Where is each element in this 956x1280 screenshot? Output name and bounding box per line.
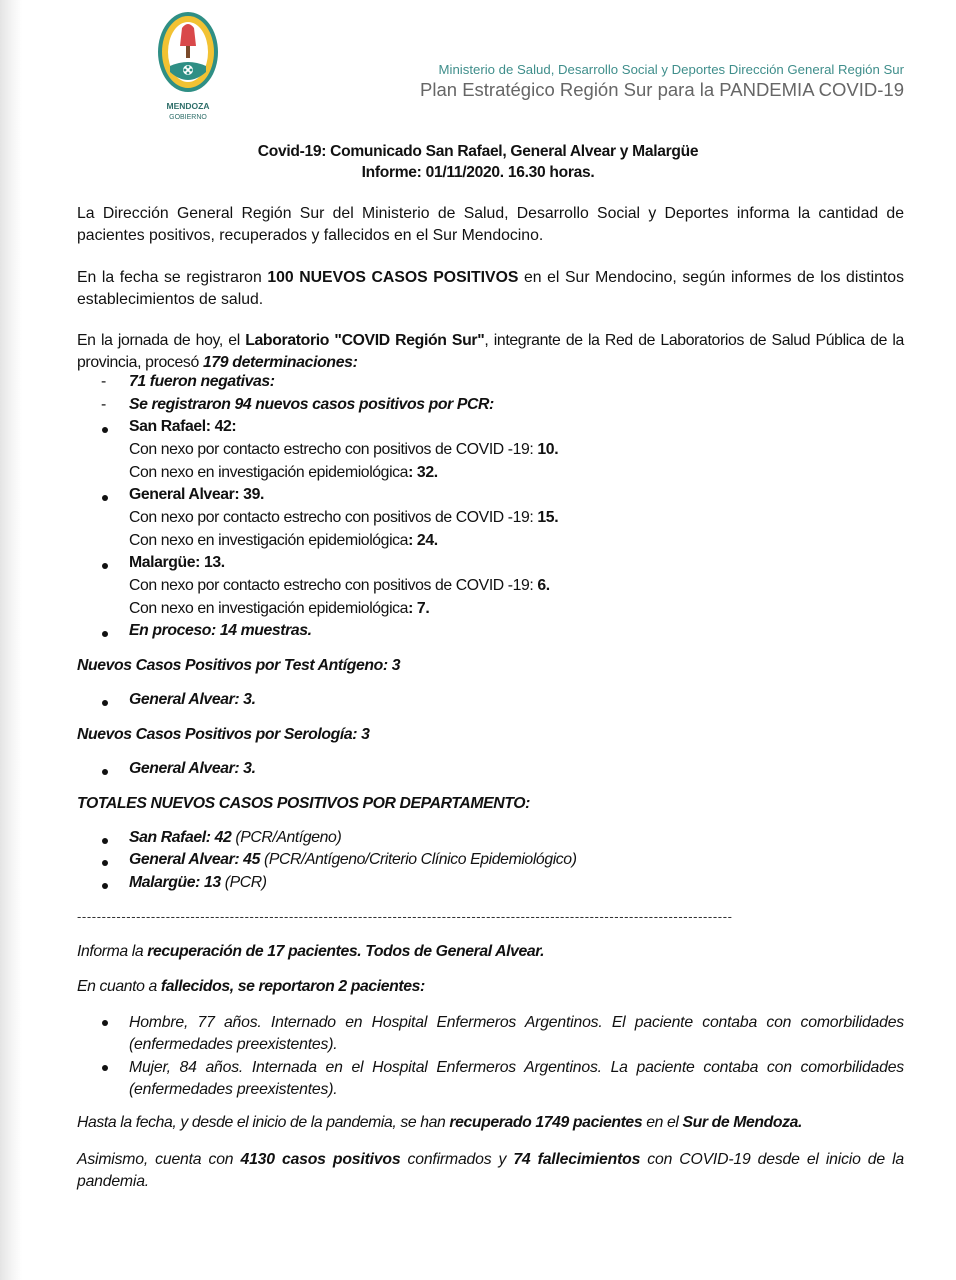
logo-text-mendoza: MENDOZA xyxy=(166,101,210,111)
serology-item: General Alvear: 3. xyxy=(129,760,256,777)
in-process-line: En proceso: 14 muestras. xyxy=(129,622,312,639)
recovery-line: Informa la recuperación de 17 pacientes. Todos de General Alvear. xyxy=(77,943,545,960)
bullet xyxy=(102,631,108,637)
deaths-heading: En cuanto a fallecidos, se reportaron 2 pacientes: xyxy=(77,978,425,995)
malargue-title: Malargüe: 13. xyxy=(129,554,225,571)
san-rafael-investigation: Con nexo en investigación epidemiológica: 32. xyxy=(129,464,438,481)
death-item-1: Hombre, 77 años. Internado en Hospital Enfermeros Argentinos. El paciente contaba con comorbilidades (enfermedades preexistentes). xyxy=(129,1014,904,1053)
mendoza-government-logo xyxy=(152,6,224,122)
serology-heading: Nuevos Casos Positivos por Serología: 3 xyxy=(77,726,370,743)
document-title: Covid-19: Comunicado San Rafael, General Alvear y Malargüe xyxy=(257,143,699,160)
header-ministry: Ministerio de Salud, Desarrollo Social y Deportes Dirección General Región Sur xyxy=(438,62,904,77)
cumulative-cases-paragraph: Asimismo, cuenta con 4130 casos positivos confirmados y 74 fallecimientos con COVID-19 desde el inicio de la pandemia. xyxy=(77,1151,904,1190)
dash-marker: - xyxy=(101,396,107,413)
bullet xyxy=(102,1020,108,1026)
cumulative-recovered-line: Hasta la fecha, y desde el inicio de la pandemia, se han recuperado 1749 pacientes en el Sur de Mendoza. xyxy=(77,1114,802,1131)
totals-item-general-alvear: General Alvear: 45 (PCR/Antígeno/Criterio Clínico Epidemiológico) xyxy=(129,851,577,868)
bullet xyxy=(102,563,108,569)
lab-paragraph: En la jornada de hoy, el Laboratorio "COVID Región Sur", integrante de la Red de Laboratorios de Salud Pública de la provincia, procesó 179 determinaciones: xyxy=(77,332,904,371)
malargue-contact: Con nexo por contacto estrecho con positivos de COVID -19: 6. xyxy=(129,577,550,594)
dash-marker: - xyxy=(101,373,107,390)
antigen-heading: Nuevos Casos Positivos por Test Antígeno: 3 xyxy=(77,657,401,674)
pcr-positives-line: Se registraron 94 nuevos casos positivos por PCR: xyxy=(129,396,494,413)
bullet xyxy=(102,883,108,889)
separator-line: ------------------------------------------------------------------------------------------------------------------------------------- xyxy=(77,909,733,924)
antigen-item: General Alvear: 3. xyxy=(129,691,256,708)
death-item-2: Mujer, 84 años. Internada en el Hospital Enfermeros Argentinos. La paciente contaba con comorbilidades (enfermedades preexistentes). xyxy=(129,1059,904,1098)
lab-name: Laboratorio "COVID Región Sur" xyxy=(245,332,485,349)
lab-determinations: 179 determinaciones: xyxy=(202,354,358,371)
bullet xyxy=(102,769,108,775)
new-cases-paragraph: En la fecha se registraron 100 NUEVOS CASOS POSITIVOS en el Sur Mendocino, según informes de los distintos establecimientos de salud. xyxy=(77,269,904,308)
bullet xyxy=(102,1065,108,1071)
general-alvear-contact: Con nexo por contacto estrecho con positivos de COVID -19: 15. xyxy=(129,509,559,526)
new-cases-count: 100 NUEVOS CASOS POSITIVOS xyxy=(267,269,519,286)
san-rafael-title: San Rafael: 42: xyxy=(129,418,237,435)
san-rafael-contact: Con nexo por contacto estrecho con positivos de COVID -19: 10. xyxy=(129,441,559,458)
negatives-line: 71 fueron negativas: xyxy=(129,373,275,390)
totals-item-malargue: Malargüe: 13 (PCR) xyxy=(129,874,267,891)
bullet xyxy=(102,700,108,706)
bullet xyxy=(102,860,108,866)
bullet xyxy=(102,838,108,844)
logo-text-gobierno: GOBIERNO xyxy=(169,114,207,121)
page-edge-shadow xyxy=(0,0,22,1280)
intro-paragraph: La Dirección General Región Sur del Ministerio de Salud, Desarrollo Social y Deportes informa la cantidad de pacientes positivos, recuperados y fallecidos en el Sur Mendocino. xyxy=(77,205,904,244)
header-plan: Plan Estratégico Región Sur para la PANDEMIA COVID-19 xyxy=(420,79,904,100)
general-alvear-title: General Alvear: 39. xyxy=(129,486,264,503)
malargue-investigation: Con nexo en investigación epidemiológica: 7. xyxy=(129,600,430,617)
bullet xyxy=(102,427,108,433)
totals-item-san-rafael: San Rafael: 42 (PCR/Antígeno) xyxy=(129,829,342,846)
totals-heading: TOTALES NUEVOS CASOS POSITIVOS POR DEPARTAMENTO: xyxy=(77,795,531,812)
bullet xyxy=(102,495,108,501)
general-alvear-investigation: Con nexo en investigación epidemiológica: 24. xyxy=(129,532,438,549)
report-date: Informe: 01/11/2020. 16.30 horas. xyxy=(361,164,595,181)
